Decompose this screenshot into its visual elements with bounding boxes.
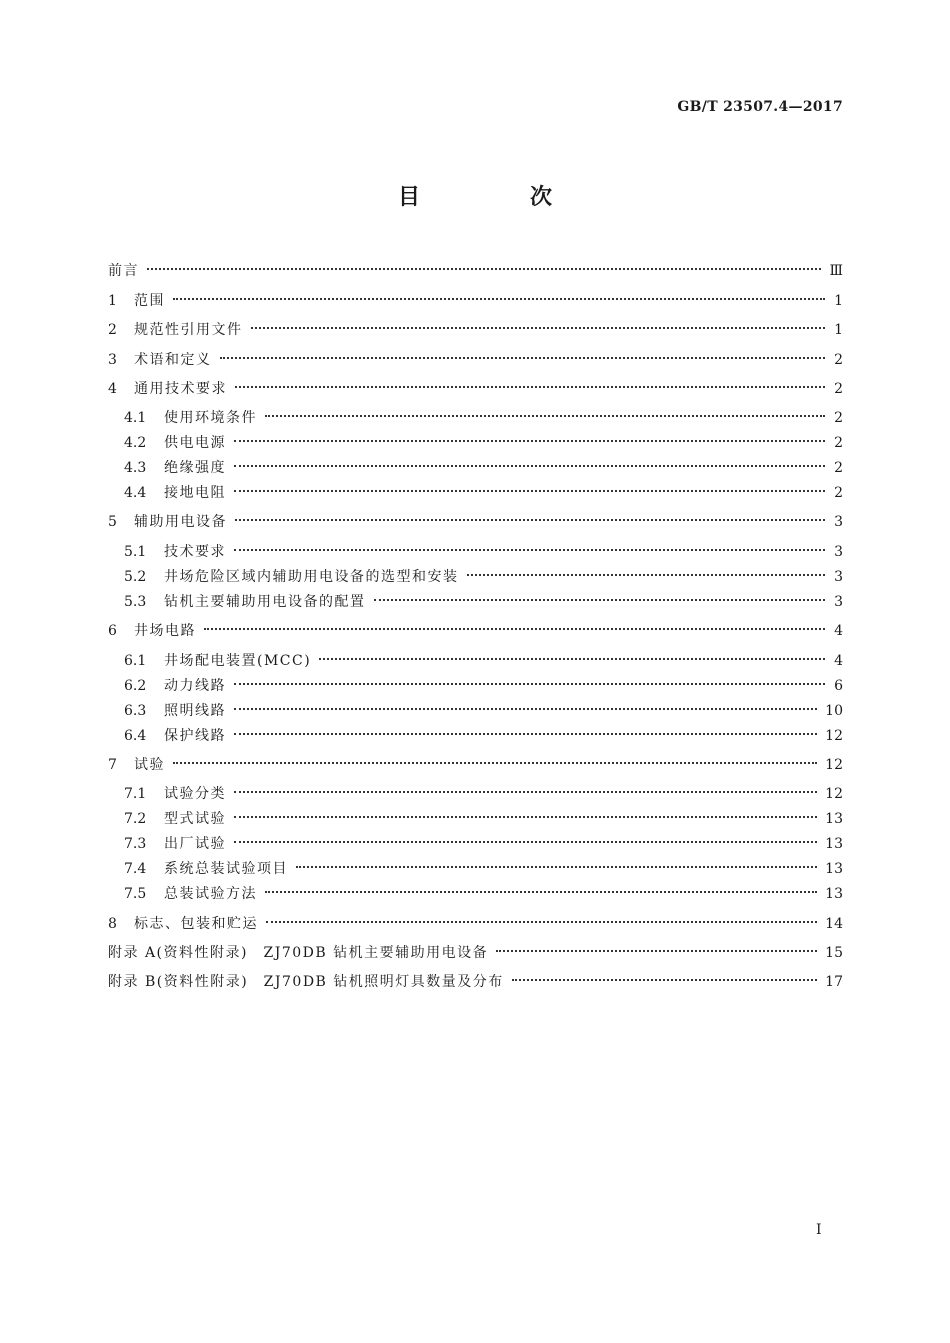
toc-entry-label: 术语和定义	[134, 352, 212, 368]
toc-title: 目 次	[397, 184, 596, 210]
toc-entry-number: 7.1	[124, 786, 147, 802]
dot-leader	[265, 891, 817, 893]
toc-entry-label: 前言	[108, 263, 139, 279]
dot-leader	[374, 599, 826, 601]
toc-entry-label: 总装试验方法	[164, 886, 257, 902]
toc-entry-page: 2	[834, 460, 843, 476]
toc-entry[interactable]	[108, 754, 843, 776]
toc-entry[interactable]	[108, 511, 843, 533]
toc-entry-number: 2	[108, 322, 117, 338]
toc-entry-label: 附录 A(资料性附录) ZJ70DB 钻机主要辅助用电设备	[108, 945, 489, 961]
toc-entry-number: 5.1	[124, 544, 147, 560]
toc-entry[interactable]	[124, 650, 843, 672]
toc-entry-number: 7.2	[124, 811, 147, 827]
dot-leader	[512, 979, 817, 981]
dot-leader	[234, 841, 817, 843]
toc-entry-label: 照明线路	[164, 703, 226, 719]
toc-entry-number: 4	[108, 381, 117, 397]
toc-entry-page: 13	[825, 886, 843, 902]
dot-leader	[496, 950, 817, 952]
toc-entry-label: 使用环境条件	[164, 410, 257, 426]
toc-entry-page: 12	[825, 757, 843, 773]
toc-entry-page: 10	[825, 703, 843, 719]
toc-entry-number: 4.4	[124, 485, 147, 501]
toc-entry-number: 5.2	[124, 569, 147, 585]
toc-entry[interactable]	[124, 432, 843, 454]
toc-entry-page: 2	[834, 435, 843, 451]
toc-entry-number: 4.3	[124, 460, 147, 476]
dot-leader	[147, 268, 821, 270]
toc-entry-number: 1	[108, 293, 117, 309]
toc-entry-page: 13	[825, 811, 843, 827]
toc-entry-page: 14	[825, 916, 843, 932]
toc-entry-label: 范围	[134, 293, 165, 309]
toc-entry-page: 4	[834, 623, 843, 639]
toc-entry[interactable]	[124, 808, 843, 830]
dot-leader	[266, 921, 817, 923]
toc-entry-page: 2	[834, 410, 843, 426]
toc-entry-number: 6.2	[124, 678, 147, 694]
toc-entry[interactable]	[108, 620, 843, 642]
toc-entry-label: 接地电阻	[164, 485, 226, 501]
dot-leader	[235, 519, 825, 521]
dot-leader	[234, 791, 817, 793]
toc-entry-label: 附录 B(资料性附录) ZJ70DB 钻机照明灯具数量及分布	[108, 974, 504, 990]
toc-entry-label: 供电电源	[164, 435, 226, 451]
dot-leader	[296, 866, 817, 868]
toc-entry-label: 辅助用电设备	[134, 514, 227, 530]
toc-entry[interactable]	[108, 971, 843, 993]
dot-leader	[251, 327, 826, 329]
toc-entry[interactable]	[124, 591, 843, 613]
dot-leader	[234, 733, 817, 735]
toc-entry[interactable]	[108, 913, 843, 935]
page-number: I	[816, 1222, 822, 1238]
dot-leader	[319, 658, 825, 660]
toc-entry-label: 试验	[134, 757, 165, 773]
dot-leader	[234, 465, 825, 467]
toc-entry[interactable]	[124, 407, 843, 429]
dot-leader	[234, 440, 825, 442]
toc-entry-page: 3	[834, 569, 843, 585]
toc-entry-number: 4.2	[124, 435, 147, 451]
dot-leader	[234, 683, 825, 685]
toc-entry[interactable]	[124, 457, 843, 479]
toc-entry[interactable]	[124, 858, 843, 880]
dot-leader	[235, 386, 825, 388]
toc-entry-label: 试验分类	[164, 786, 226, 802]
toc-entry-number: 4.1	[124, 410, 147, 426]
toc-entry-page: 4	[834, 653, 843, 669]
toc-entry-label: 井场配电装置(MCC)	[164, 653, 312, 669]
toc-entry[interactable]	[108, 260, 843, 282]
toc-entry[interactable]	[124, 833, 843, 855]
dot-leader	[220, 357, 826, 359]
toc-entry[interactable]	[108, 290, 843, 312]
toc-entry-page: 1	[834, 293, 843, 309]
toc-entry-number: 7	[108, 757, 117, 773]
toc-entry-label: 绝缘强度	[164, 460, 226, 476]
toc-entry-page: 13	[825, 861, 843, 877]
toc-entry[interactable]	[124, 883, 843, 905]
dot-leader	[234, 708, 817, 710]
toc-entry-page: 15	[825, 945, 843, 961]
toc-entry-number: 7.3	[124, 836, 147, 852]
toc-entry-number: 6	[108, 623, 117, 639]
dot-leader	[173, 762, 817, 764]
toc-entry-number: 7.5	[124, 886, 147, 902]
toc-entry-label: 保护线路	[164, 728, 226, 744]
toc-entry-number: 6.1	[124, 653, 147, 669]
toc-entry-page: 17	[825, 974, 843, 990]
toc-entry-page: 3	[834, 514, 843, 530]
toc-entry-page: 12	[825, 728, 843, 744]
toc-entry[interactable]	[108, 942, 843, 964]
toc-entry-label: 系统总装试验项目	[164, 861, 288, 877]
toc-entry-number: 5.3	[124, 594, 147, 610]
toc-entry[interactable]	[124, 783, 843, 805]
dot-leader	[204, 628, 825, 630]
dot-leader	[467, 574, 826, 576]
toc-entry-page: 2	[834, 485, 843, 501]
toc-entry-number: 5	[108, 514, 117, 530]
toc-entry-page: Ⅲ	[829, 263, 843, 279]
toc-entry-page: 3	[834, 544, 843, 560]
toc-entry-label: 钻机主要辅助用电设备的配置	[164, 594, 366, 610]
toc-entry-label: 标志、包装和贮运	[134, 916, 258, 932]
toc-entry-label: 规范性引用文件	[134, 322, 243, 338]
toc-entry-page: 13	[825, 836, 843, 852]
dot-leader	[173, 298, 825, 300]
toc-entry[interactable]	[108, 319, 843, 341]
toc-entry[interactable]	[124, 541, 843, 563]
toc-entry-number: 6.3	[124, 703, 147, 719]
toc-entry-page: 3	[834, 594, 843, 610]
dot-leader	[234, 816, 817, 818]
toc-entry-page: 6	[834, 678, 843, 694]
toc-entry-number: 8	[108, 916, 117, 932]
toc-entry-page: 2	[834, 352, 843, 368]
dot-leader	[234, 490, 825, 492]
toc-entry-label: 通用技术要求	[134, 381, 227, 397]
dot-leader	[234, 549, 825, 551]
toc-entry-page: 2	[834, 381, 843, 397]
dot-leader	[265, 415, 825, 417]
toc-entry[interactable]	[124, 566, 843, 588]
toc-entry-number: 6.4	[124, 728, 147, 744]
toc-entry[interactable]	[124, 675, 843, 697]
toc-entry[interactable]	[108, 378, 843, 400]
toc-entry-number: 3	[108, 352, 117, 368]
toc-entry[interactable]	[124, 725, 843, 747]
toc-entry-page: 12	[825, 786, 843, 802]
toc-entry-label: 井场危险区域内辅助用电设备的选型和安装	[164, 569, 459, 585]
toc-entry-label: 出厂试验	[164, 836, 226, 852]
toc-entry-label: 井场电路	[134, 623, 196, 639]
toc-entry-number: 7.4	[124, 861, 147, 877]
toc-entry[interactable]	[124, 700, 843, 722]
toc-entry-label: 型式试验	[164, 811, 226, 827]
toc-entry[interactable]	[124, 482, 843, 504]
toc-entry[interactable]	[108, 349, 843, 371]
toc-entry-label: 技术要求	[164, 544, 226, 560]
toc-entry-page: 1	[834, 322, 843, 338]
toc-entry-label: 动力线路	[164, 678, 226, 694]
standard-code: GB/T 23507.4—2017	[677, 99, 843, 115]
